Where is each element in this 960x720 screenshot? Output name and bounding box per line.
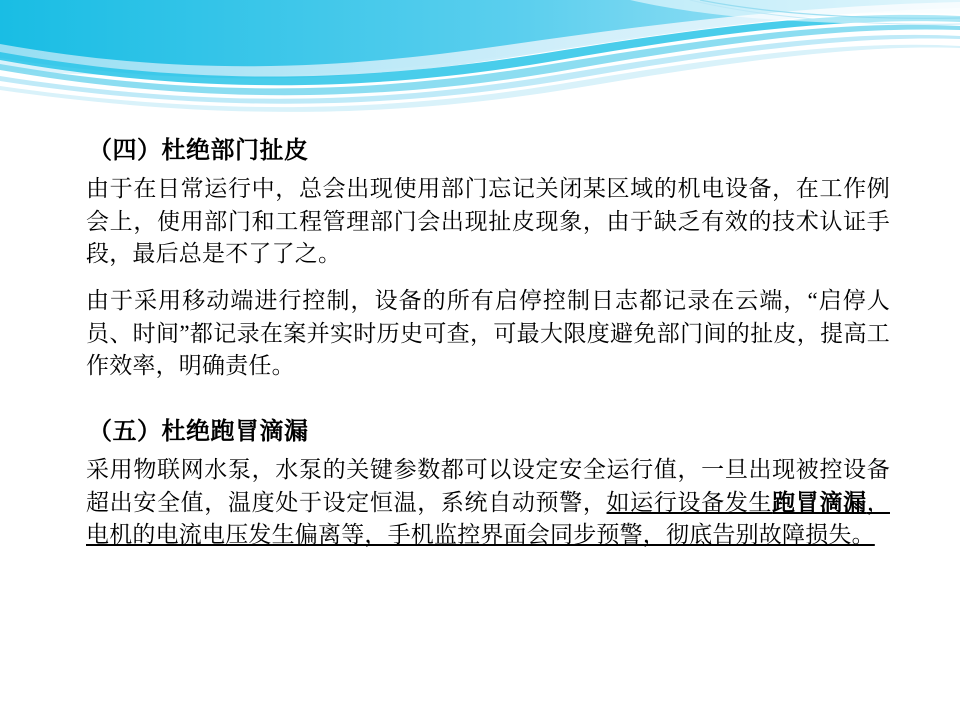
section-4-paragraph-2: 由于采用移动端进行控制，设备的所有启停控制日志都记录在云端，“启停人员、时间”都记录在案并实时历史可查，可最大限度避免部门间的扯皮，提高工作效率，明确责任。 [86, 287, 890, 379]
section-4-paragraph-1: 由于在日常运行中，总会出现使用部门忘记关闭某区域的机电设备，在工作例会上，使用部门和工程管理部门会出现扯皮现象，由于缺乏有效的技术认证手段，最后总是不了了之。 [86, 176, 890, 267]
wave-graphic [0, 0, 960, 120]
paragraph-lead-text: 采用物联网水泵，水泵的关键参数都可以设定安全运行值，一旦出现被控设备超出安全值，温度处于设定恒温，系统自动预警， [86, 456, 890, 515]
paragraph-underlined-text-2: ，电机的电流电压发生偏离等，手机监控界面会同步预警，彻底告别故障损失。 [86, 489, 890, 548]
section-5-paragraph-1 [0, 450, 960, 552]
section-heading-5: （五）杜绝跑冒滴漏 [88, 418, 309, 445]
section-heading-4: （四）杜绝部门扯皮 [88, 138, 309, 164]
paragraph-emphasis-text: 跑冒滴漏 [772, 489, 867, 515]
decorative-wave-banner [0, 0, 960, 120]
slide-content [0, 118, 960, 562]
paragraph-underlined-text-1: 如运行设备发生 [606, 489, 773, 515]
